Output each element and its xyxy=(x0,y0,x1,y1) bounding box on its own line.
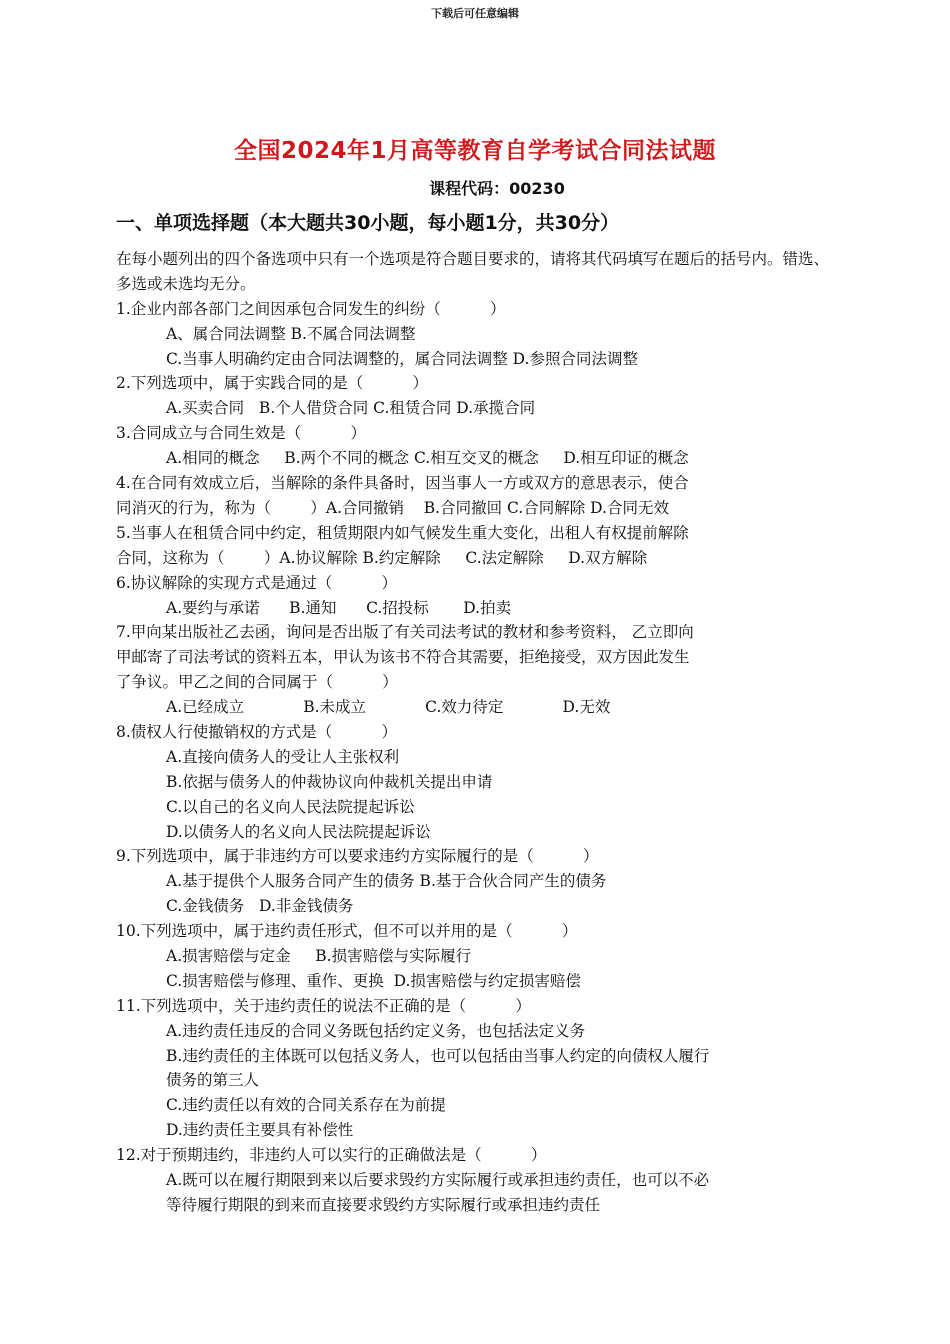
question-line: 12.对于预期违约，非违约人可以实行的正确做法是（ ） xyxy=(116,1146,547,1165)
question-line: 8.债权人行使撤销权的方式是（ ） xyxy=(116,722,398,741)
option-line: C.以自己的名义向人民法院提起诉讼 xyxy=(166,797,415,816)
question-line: 4.在合同有效成立后，当解除的条件具备时，因当事人一方或双方的意思表示，使合 xyxy=(116,474,689,493)
option-line: B.违约责任的主体既可以包括义务人，也可以包括由当事人约定的向债权人履行 xyxy=(166,1046,710,1065)
question-line: 10.下列选项中，属于违约责任形式，但不可以并用的是（ ） xyxy=(116,922,578,941)
question-lines xyxy=(116,297,838,1218)
question-line: 了争议。甲乙之间的合同属于（ ） xyxy=(116,673,398,692)
option-line: A.损害赔偿与定金 B.损害赔偿与实际履行 xyxy=(166,946,472,965)
question-line: 同消灭的行为，称为（ ）A.合同撤销 B.合同撤回 C.合同解除 D.合同无效 xyxy=(116,498,669,517)
question-line: 1.企业内部各部门之间因承包合同发生的纠纷（ ） xyxy=(116,299,506,318)
option-line: B.依据与债务人的仲裁协议向仲裁机关提出申请 xyxy=(166,772,493,791)
option-line: A.既可以在履行期限到来以后要求毁约方实际履行或承担违约责任，也可以不必 xyxy=(166,1170,710,1189)
option-line: A.基于提供个人服务合同产生的债务 B.基于合伙合同产生的债务 xyxy=(166,872,607,891)
question-line: 3.合同成立与合同生效是（ ） xyxy=(116,424,367,443)
option-line: D.以债务人的名义向人民法院提起诉讼 xyxy=(166,822,431,841)
option-line: 等待履行期限的到来而直接要求毁约方实际履行或承担违约责任 xyxy=(166,1195,601,1214)
option-line: A.相同的概念 B.两个不同的概念 C.相互交叉的概念 D.相互印证的概念 xyxy=(166,449,689,468)
option-line: C.损害赔偿与修理、重作、更换 D.损害赔偿与约定损害赔偿 xyxy=(166,971,581,990)
option-line: A.要约与承诺 B.通知 C.招投标 D.拍卖 xyxy=(166,598,512,617)
question-line: 11.下列选项中，关于违约责任的说法不正确的是（ ） xyxy=(116,996,531,1015)
question-line: 6.协议解除的实现方式是通过（ ） xyxy=(116,573,398,592)
question-list xyxy=(116,247,838,1218)
option-line: A、属合同法调整 B.不属合同法调整 xyxy=(166,324,416,343)
option-line: A.买卖合同 B.个人借贷合同 C.租赁合同 D.承揽合同 xyxy=(166,399,536,418)
question-line: 合同，这称为（ ）A.协议解除 B.约定解除 C.法定解除 D.双方解除 xyxy=(116,548,648,567)
question-line: 2.下列选项中，属于实践合同的是（ ） xyxy=(116,374,429,393)
section-heading: 一、单项选择题（本大题共30小题，每小题1分，共30分） xyxy=(116,212,620,234)
download-note: 下载后可任意编辑 xyxy=(431,7,519,20)
option-line: C.当事人明确约定由合同法调整的，属合同法调整 D.参照合同法调整 xyxy=(166,349,638,368)
course-code: 课程代码：00230 xyxy=(429,179,565,198)
option-line: C.违约责任以有效的合同关系存在为前提 xyxy=(166,1096,446,1115)
question-line: 甲邮寄了司法考试的资料五本，甲认为该书不符合其需要，拒绝接受，双方因此发生 xyxy=(116,648,690,667)
question-line: 9.下列选项中，属于非违约方可以要求违约方实际履行的是（ ） xyxy=(116,847,599,866)
instruction-text: 在每小题列出的四个备选项中只有一个选项是符合题目要求的，请将其代码填写在题后的括号内。错选、多选或未选均无分。 xyxy=(116,250,830,293)
option-line: D.违约责任主要具有补偿性 xyxy=(166,1121,354,1140)
option-line: C.金钱债务 D.非金钱债务 xyxy=(166,897,354,916)
option-line: A.违约责任违反的合同义务既包括约定义务，也包括法定义务 xyxy=(166,1021,586,1040)
option-line: A.已经成立 B.未成立 C.效力待定 D.无效 xyxy=(166,698,611,717)
question-line: 5.当事人在租赁合同中约定，租赁期限内如气候发生重大变化，出租人有权提前解除 xyxy=(116,523,689,542)
option-line: A.直接向债务人的受让人主张权利 xyxy=(166,747,400,766)
question-line: 7.甲向某出版社乙去函，询问是否出版了有关司法考试的教材和参考资料， 乙立即向 xyxy=(116,623,694,642)
exam-title: 全国2024年1月高等教育自学考试合同法试题 xyxy=(233,138,717,164)
option-line: 债务的第三人 xyxy=(166,1071,260,1090)
